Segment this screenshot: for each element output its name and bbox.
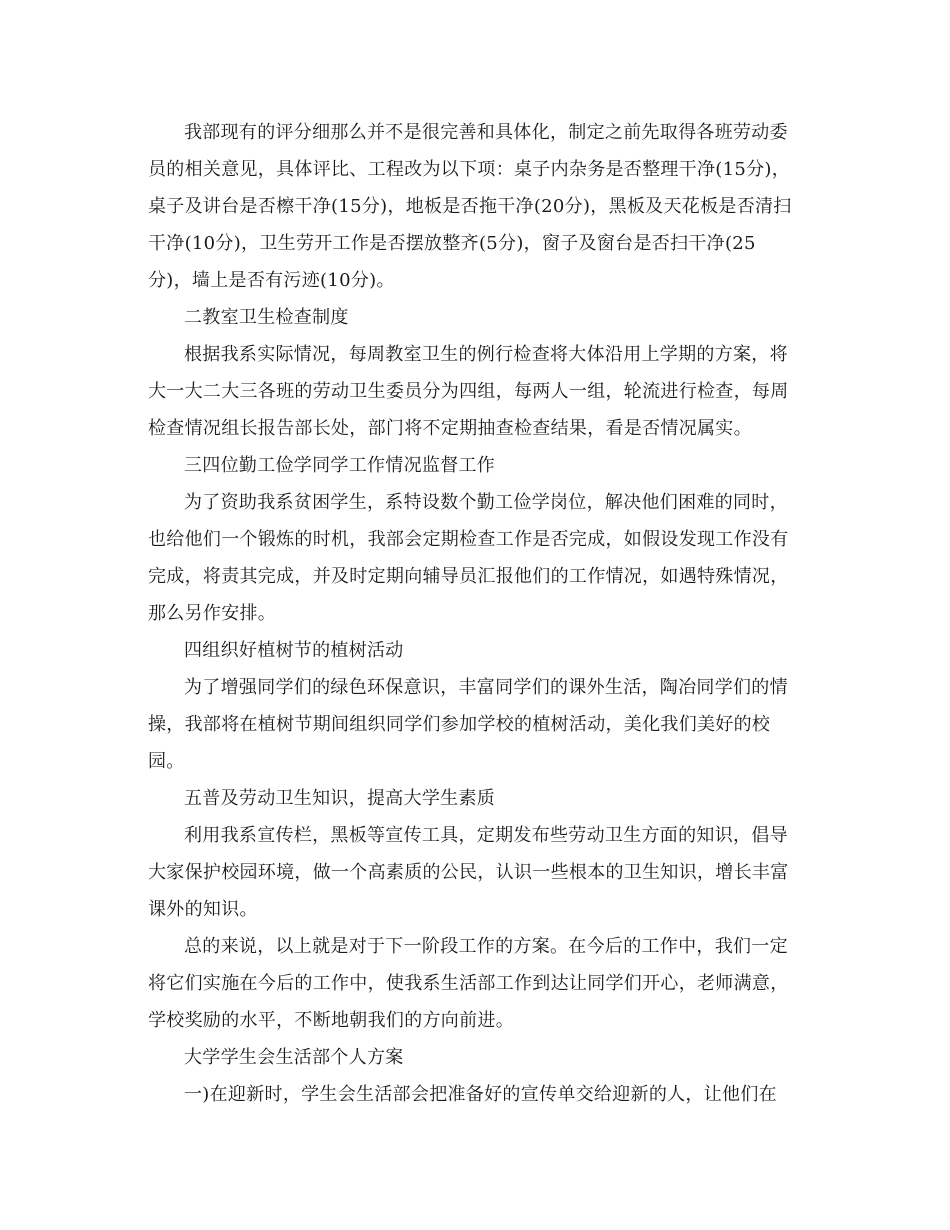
paragraph-classroom-inspection: 根据我系实际情况，每周教室卫生的例行检查将大体沿用上学期的方案，将 大一大二大三各班的劳动卫生委员分为四组，每两人一组，轮流进行检查，每周 检查情况组长报告部长处，部门将不定期抽查检查结果，看是否情况属实。 — [148, 344, 789, 439]
document-page — [148, 114, 808, 1113]
heading-work-study-supervision: 三四位勤工俭学同学工作情况监督工作 — [184, 455, 496, 476]
paragraph-work-study-supervision: 为了资助我系贫困学生，系特设数个勤工俭学岗位，解决他们困难的同时， 也给他们一个锻炼的时机，我部会定期检查工作是否完成，如假设发现工作没有 完成，将责其完成，并及时定期向辅导员汇报他们的工作情况，如遇特殊情况， 那么另作安排。 — [148, 492, 789, 624]
paragraph-orientation: 一)在迎新时，学生会生活部会把准备好的宣传单交给迎新的人，让他们在 — [184, 1084, 777, 1105]
paragraph-tree-planting: 为了增强同学们的绿色环保意识，丰富同学们的课外生活，陶冶同学们的情 操，我部将在植树节期间组织同学们参加学校的植树活动，美化我们美好的校 园。 — [148, 677, 788, 772]
heading-classroom-inspection: 二教室卫生检查制度 — [184, 307, 349, 328]
paragraph-scoring-criteria: 我部现有的评分细那么并不是很完善和具体化，制定之前先取得各班劳动委 员的相关意见，具体评比、工程改为以下项：桌子内杂务是否整理干净(15分)， 桌子及讲台是否檫干净(15分)，地板是否拖干净(20分)，黑板及天花板是否清扫 干净(10分)，卫生劳开工作是否摆放整齐(5分)，窗子及窗台是否扫干净(25 分)，墙上是否有污迹(10分)。 — [148, 122, 792, 291]
paragraph-hygiene-knowledge: 利用我系宣传栏，黑板等宣传工具，定期发布些劳动卫生方面的知识，倡导 大家保护校园环境，做一个高素质的公民，认识一些根本的卫生知识，增长丰富 课外的知识。 — [148, 825, 789, 920]
heading-personal-plan: 大学学生会生活部个人方案 — [184, 1047, 404, 1068]
heading-tree-planting: 四组织好植树节的植树活动 — [184, 640, 404, 661]
heading-hygiene-knowledge: 五普及劳动卫生知识，提高大学生素质 — [184, 788, 496, 809]
paragraph-summary: 总的来说，以上就是对于下一阶段工作的方案。在今后的工作中，我们一定 将它们实施在今后的工作中，使我系生活部工作到达让同学们开心，老师满意， 学校奖励的水平，不断地朝我们的方向前进。 — [148, 936, 789, 1031]
